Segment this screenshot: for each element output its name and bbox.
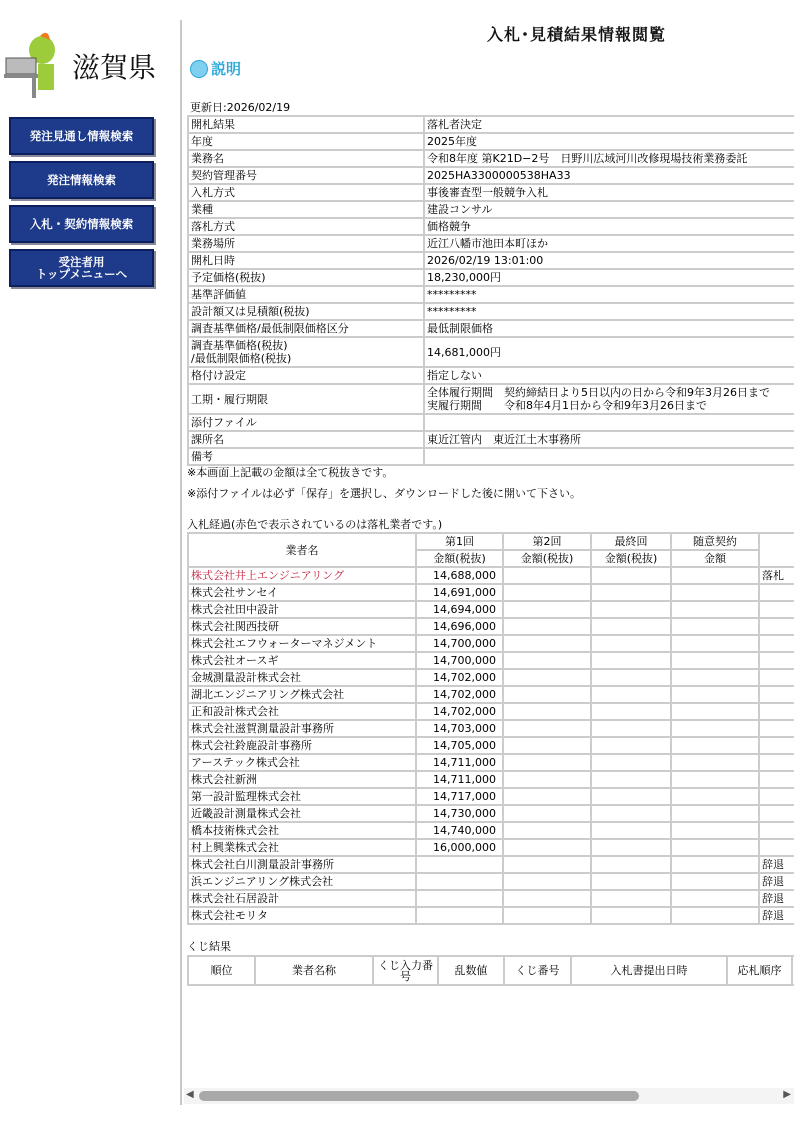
info-row <box>188 235 794 252</box>
info-row <box>188 218 794 235</box>
bid-row <box>188 635 794 652</box>
bid-round1: 14,702,000 <box>416 686 503 703</box>
scroll-right-icon[interactable]: ▶ <box>783 1089 791 1100</box>
bid-round2 <box>503 788 591 805</box>
bid-final <box>591 822 671 839</box>
bidder-name: 正和設計株式会社 <box>188 703 416 720</box>
bid-final <box>591 720 671 737</box>
nav-forecast-search[interactable]: 発注見通し情報検索 <box>9 117 154 155</box>
info-label: 調査基準価格/最低制限価格区分 <box>188 320 424 337</box>
header-name: 業者名 <box>188 533 416 567</box>
bid-remark: 辞退 <box>759 907 794 924</box>
bid-round2 <box>503 584 591 601</box>
bid-remark <box>759 839 794 856</box>
bid-row <box>188 788 794 805</box>
bid-round2 <box>503 601 591 618</box>
bid-final <box>591 788 671 805</box>
info-value: ********* <box>424 303 794 320</box>
info-value: 全体履行期間 契約締結日より5日以内の日から令和9年3月26日まで 実履行期間 令和8年4月1日から令和9年3月26日まで <box>424 384 794 414</box>
bid-final <box>591 635 671 652</box>
kuji-table <box>187 955 794 986</box>
bid-round1: 14,702,000 <box>416 703 503 720</box>
bid-round1: 14,711,000 <box>416 754 503 771</box>
info-row <box>188 384 794 414</box>
info-row <box>188 431 794 448</box>
header-zuii: 随意契約 <box>671 533 759 550</box>
logo-text: 滋賀県 <box>72 51 157 84</box>
bid-round2 <box>503 618 591 635</box>
info-value: 建設コンサル <box>424 201 794 218</box>
info-row <box>188 167 794 184</box>
bid-final <box>591 839 671 856</box>
bid-round1 <box>416 873 503 890</box>
info-row <box>188 252 794 269</box>
info-value: 近江八幡市池田本町ほか <box>424 235 794 252</box>
info-label: 調査基準価格(税抜) /最低制限価格(税抜) <box>188 337 424 367</box>
info-row <box>188 201 794 218</box>
bid-final <box>591 584 671 601</box>
bidder-name: 株式会社白川測量設計事務所 <box>188 856 416 873</box>
bid-zuii <box>671 788 759 805</box>
kuji-caption: くじ結果 <box>187 940 231 953</box>
kuji-header: 乱数値 <box>438 956 504 985</box>
bid-remark <box>759 754 794 771</box>
bid-round1: 14,702,000 <box>416 669 503 686</box>
bidder-name: 浜エンジニアリング株式会社 <box>188 873 416 890</box>
bid-final <box>591 805 671 822</box>
bid-final <box>591 669 671 686</box>
info-label: 課所名 <box>188 431 424 448</box>
bid-zuii <box>671 584 759 601</box>
bid-final <box>591 907 671 924</box>
bid-round2 <box>503 737 591 754</box>
info-value <box>424 414 794 431</box>
bid-caption: 入札経過(赤色で表示されているのは落札業者です。) <box>187 518 443 531</box>
bid-zuii <box>671 567 759 584</box>
bid-remark <box>759 669 794 686</box>
info-value: 価格競争 <box>424 218 794 235</box>
info-label: 工期・履行期限 <box>188 384 424 414</box>
bidder-name: 湖北エンジニアリング株式会社 <box>188 686 416 703</box>
updated-date: 更新日:2026/02/19 <box>190 101 291 114</box>
info-label: 開札日時 <box>188 252 424 269</box>
info-label: 設計額又は見積額(税抜) <box>188 303 424 320</box>
info-row <box>188 269 794 286</box>
bid-round2 <box>503 805 591 822</box>
bid-remark: 辞退 <box>759 890 794 907</box>
info-label: 備考 <box>188 448 424 465</box>
bidder-name: 株式会社田中設計 <box>188 601 416 618</box>
info-value: 2026/02/19 13:01:00 <box>424 252 794 269</box>
info-row <box>188 414 794 431</box>
bid-zuii <box>671 618 759 635</box>
scroll-thumb[interactable] <box>199 1091 639 1101</box>
bid-row <box>188 601 794 618</box>
bid-final <box>591 890 671 907</box>
bid-round2 <box>503 822 591 839</box>
bid-round2 <box>503 873 591 890</box>
divider <box>180 20 182 1105</box>
bid-final <box>591 856 671 873</box>
bid-row <box>188 720 794 737</box>
bidder-name: 金城測量設計株式会社 <box>188 669 416 686</box>
mascot-icon <box>4 30 68 100</box>
bid-round1 <box>416 890 503 907</box>
bid-round1: 14,705,000 <box>416 737 503 754</box>
bidder-name: アーステック株式会社 <box>188 754 416 771</box>
header-amt: 金額(税抜) <box>591 550 671 567</box>
info-value: 落札者決定 <box>424 116 794 133</box>
bid-remark <box>759 771 794 788</box>
page-title: 入札･見積結果情報閲覧 <box>487 25 667 44</box>
bidder-name: 株式会社オースギ <box>188 652 416 669</box>
bid-final <box>591 652 671 669</box>
bid-row <box>188 890 794 907</box>
kuji-header: 応札順序 <box>727 956 792 985</box>
nav-bid-contract-search[interactable]: 入札・契約情報検索 <box>9 205 154 243</box>
bid-zuii <box>671 601 759 618</box>
bid-remark: 落札 <box>759 567 794 584</box>
bid-final <box>591 618 671 635</box>
bid-round1: 14,711,000 <box>416 771 503 788</box>
shiga-logo[interactable] <box>4 30 164 102</box>
bid-zuii <box>671 652 759 669</box>
bid-row <box>188 686 794 703</box>
bid-round1 <box>416 856 503 873</box>
bid-zuii <box>671 720 759 737</box>
info-label: 落札方式 <box>188 218 424 235</box>
info-row <box>188 448 794 465</box>
bid-final <box>591 567 671 584</box>
bid-final <box>591 737 671 754</box>
bid-remark <box>759 618 794 635</box>
bidder-name: 株式会社滋賀測量設計事務所 <box>188 720 416 737</box>
bid-row <box>188 907 794 924</box>
bid-zuii <box>671 822 759 839</box>
bid-round1: 14,700,000 <box>416 635 503 652</box>
header-amt-plain: 金額 <box>671 550 759 567</box>
bid-zuii <box>671 737 759 754</box>
bid-row <box>188 754 794 771</box>
bid-zuii <box>671 703 759 720</box>
bid-remark <box>759 601 794 618</box>
bid-zuii <box>671 669 759 686</box>
bid-remark <box>759 720 794 737</box>
bidder-name: 株式会社関西技研 <box>188 618 416 635</box>
bid-row <box>188 618 794 635</box>
bid-table <box>187 532 794 925</box>
info-label: 添付ファイル <box>188 414 424 431</box>
info-label: 予定価格(税抜) <box>188 269 424 286</box>
bidder-name: 株式会社井上エンジニアリング <box>188 567 416 584</box>
bid-round2 <box>503 754 591 771</box>
bidder-name: 第一設計監理株式会社 <box>188 788 416 805</box>
note-tax: ※本画面上記載の金額は全て税抜きです。 <box>187 466 394 479</box>
header-r1: 第1回 <box>416 533 503 550</box>
bid-final <box>591 771 671 788</box>
bid-remark: 辞退 <box>759 856 794 873</box>
info-value: ********* <box>424 286 794 303</box>
info-label: 開札結果 <box>188 116 424 133</box>
bidder-name: 近畿設計測量株式会社 <box>188 805 416 822</box>
bid-row <box>188 703 794 720</box>
bid-remark <box>759 686 794 703</box>
bid-round1: 14,700,000 <box>416 652 503 669</box>
bid-row <box>188 822 794 839</box>
bid-zuii <box>671 839 759 856</box>
bid-round1: 16,000,000 <box>416 839 503 856</box>
bid-remark <box>759 737 794 754</box>
bid-round2 <box>503 567 591 584</box>
bid-final <box>591 601 671 618</box>
bidder-name: 株式会社石居設計 <box>188 890 416 907</box>
bid-round2 <box>503 856 591 873</box>
bid-row <box>188 652 794 669</box>
bid-remark <box>759 703 794 720</box>
nav-order-search[interactable]: 発注情報検索 <box>9 161 154 199</box>
bid-row <box>188 873 794 890</box>
info-row <box>188 303 794 320</box>
info-label: 業務名 <box>188 150 424 167</box>
bid-final <box>591 754 671 771</box>
bid-row <box>188 584 794 601</box>
bid-row <box>188 567 794 584</box>
bid-remark <box>759 652 794 669</box>
bidder-name: 株式会社新洲 <box>188 771 416 788</box>
bid-round2 <box>503 686 591 703</box>
bidder-name: 株式会社鈴鹿設計事務所 <box>188 737 416 754</box>
info-value: 14,681,000円 <box>424 337 794 367</box>
kuji-header: 入札書提出日時 <box>571 956 727 985</box>
header-remark <box>759 533 794 567</box>
info-label: 格付け設定 <box>188 367 424 384</box>
bid-remark <box>759 584 794 601</box>
info-row <box>188 150 794 167</box>
explain-label: 説明 <box>211 60 242 78</box>
info-value: 2025年度 <box>424 133 794 150</box>
info-value: 指定しない <box>424 367 794 384</box>
bid-zuii <box>671 805 759 822</box>
bid-row <box>188 839 794 856</box>
info-label: 入札方式 <box>188 184 424 201</box>
bid-round1: 14,688,000 <box>416 567 503 584</box>
info-row <box>188 320 794 337</box>
bid-row <box>188 771 794 788</box>
info-row <box>188 116 794 133</box>
bid-round1: 14,696,000 <box>416 618 503 635</box>
info-label: 業務場所 <box>188 235 424 252</box>
bid-round1: 14,691,000 <box>416 584 503 601</box>
bid-remark: 辞退 <box>759 873 794 890</box>
bid-round1: 14,730,000 <box>416 805 503 822</box>
explain-link[interactable] <box>190 58 241 79</box>
bid-zuii <box>671 635 759 652</box>
info-row <box>188 184 794 201</box>
bid-round2 <box>503 669 591 686</box>
header-r2: 第2回 <box>503 533 591 550</box>
bid-zuii <box>671 686 759 703</box>
note-attachment: ※添付ファイルは必ず「保存」を選択し、ダウンロードした後に開いて下さい。 <box>187 487 581 500</box>
info-value: 東近江管内 東近江土木事務所 <box>424 431 794 448</box>
bid-final <box>591 873 671 890</box>
bid-zuii <box>671 873 759 890</box>
info-label: 業種 <box>188 201 424 218</box>
scroll-left-icon[interactable]: ◀ <box>186 1089 194 1100</box>
bidder-name: 株式会社エフウォーターマネジメント <box>188 635 416 652</box>
bid-final <box>591 703 671 720</box>
info-value <box>424 448 794 465</box>
bidder-name: 株式会社モリタ <box>188 907 416 924</box>
info-table <box>187 115 794 466</box>
bid-round2 <box>503 652 591 669</box>
header-final: 最終回 <box>591 533 671 550</box>
info-value: 18,230,000円 <box>424 269 794 286</box>
bid-row <box>188 805 794 822</box>
header-amt: 金額(税抜) <box>416 550 503 567</box>
info-row <box>188 337 794 367</box>
kuji-header: 順位 <box>188 956 255 985</box>
kuji-header: 業者名称 <box>255 956 373 985</box>
nav-top-menu[interactable]: 受注者用 トップメニューへ <box>9 249 154 287</box>
bid-round1: 14,740,000 <box>416 822 503 839</box>
info-label: 基準評価値 <box>188 286 424 303</box>
bidder-name: 橋本技術株式会社 <box>188 822 416 839</box>
bid-round2 <box>503 839 591 856</box>
info-label: 契約管理番号 <box>188 167 424 184</box>
horizontal-scrollbar[interactable] <box>184 1088 794 1104</box>
bid-remark <box>759 788 794 805</box>
bid-round2 <box>503 771 591 788</box>
info-row <box>188 367 794 384</box>
info-label: 年度 <box>188 133 424 150</box>
info-value: 事後審査型一般競争入札 <box>424 184 794 201</box>
bid-zuii <box>671 754 759 771</box>
bid-remark <box>759 822 794 839</box>
bid-zuii <box>671 890 759 907</box>
bid-remark <box>759 805 794 822</box>
sidebar <box>0 0 180 1123</box>
bid-zuii <box>671 907 759 924</box>
bid-round2 <box>503 720 591 737</box>
kuji-header: くじ入力番号 <box>373 956 438 985</box>
bid-row <box>188 669 794 686</box>
info-value: 令和8年度 第K21D−2号 日野川広域河川改修現場技術業務委託 <box>424 150 794 167</box>
bid-remark <box>759 635 794 652</box>
info-value: 最低制限価格 <box>424 320 794 337</box>
bid-round2 <box>503 703 591 720</box>
kuji-header: くじ番号 <box>504 956 571 985</box>
bid-row <box>188 856 794 873</box>
bid-round1: 14,694,000 <box>416 601 503 618</box>
bid-round2 <box>503 890 591 907</box>
bidder-name: 株式会社サンセイ <box>188 584 416 601</box>
header-amt: 金額(税抜) <box>503 550 591 567</box>
info-value: 2025HA3300000538HA33 <box>424 167 794 184</box>
bid-round1 <box>416 907 503 924</box>
bid-row <box>188 737 794 754</box>
info-row <box>188 133 794 150</box>
bid-round2 <box>503 907 591 924</box>
bid-round1: 14,703,000 <box>416 720 503 737</box>
bidder-name: 村上興業株式会社 <box>188 839 416 856</box>
bid-round1: 14,717,000 <box>416 788 503 805</box>
bid-zuii <box>671 856 759 873</box>
bid-final <box>591 686 671 703</box>
document-icon <box>190 60 208 78</box>
bid-round2 <box>503 635 591 652</box>
bid-zuii <box>671 771 759 788</box>
info-row <box>188 286 794 303</box>
